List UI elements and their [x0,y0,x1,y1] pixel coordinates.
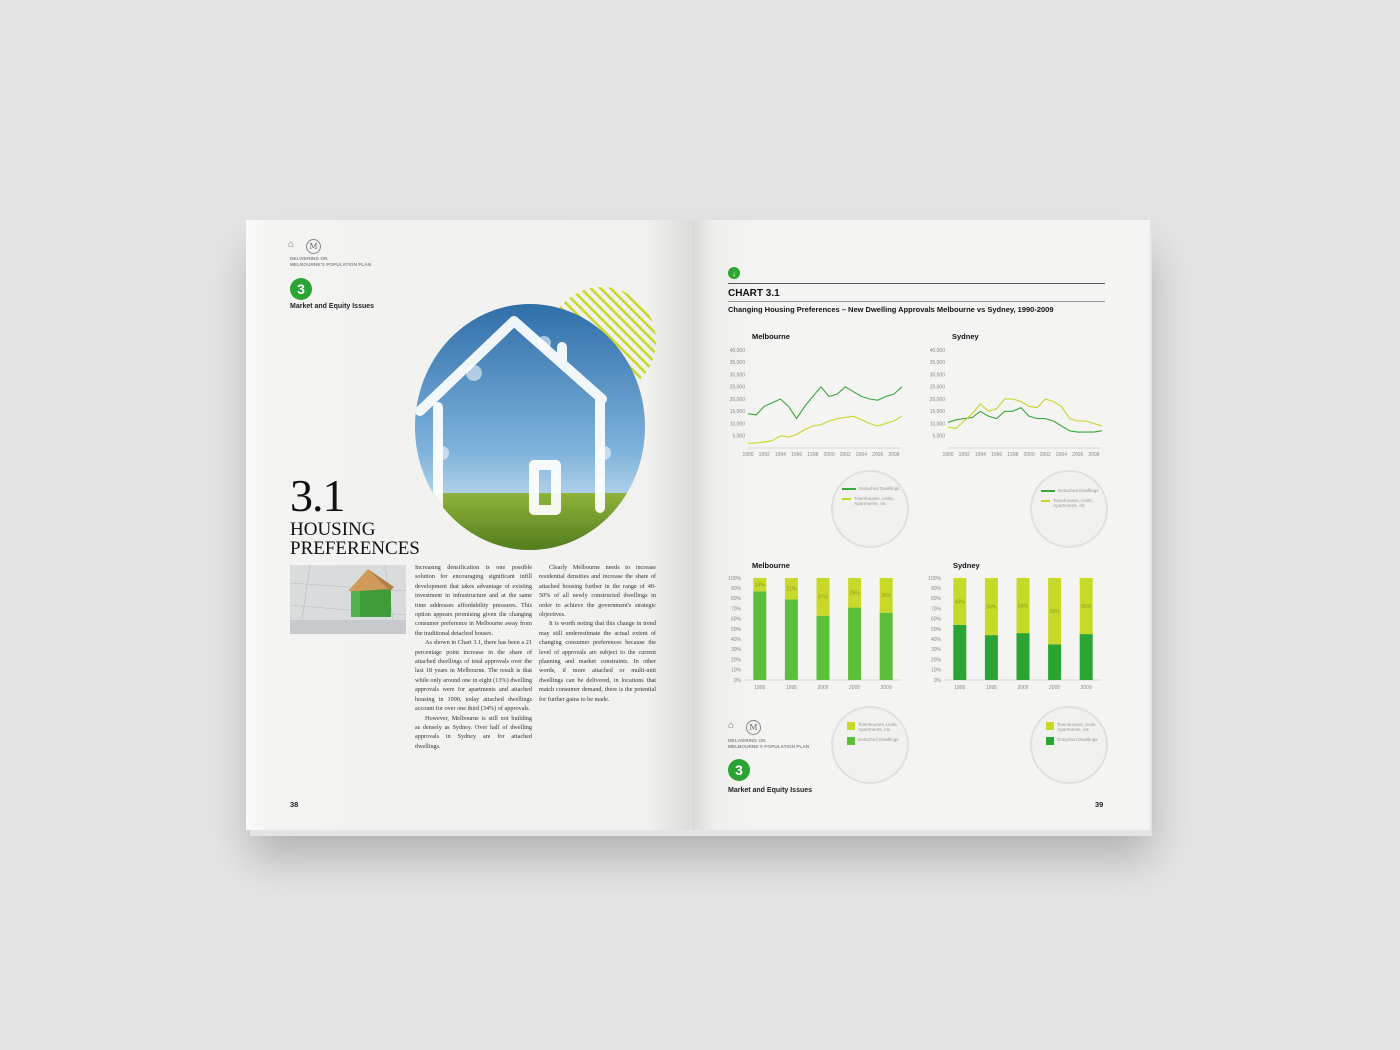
line-chart-title-sydney: Sydney [952,332,979,341]
legend-item-attached [1046,722,1102,732]
bar-detached [953,625,966,680]
org-line-2: MELBOURNE'S POPULATION PLAN [728,743,810,749]
x-tick-label: 1998 [807,452,819,458]
y-tick-label: 10,000 [929,421,945,428]
paragraph: Clearly Melbourne needs to increase residential densities and increase the share of attached housing further in the range of 40-50% of all newly constructed dwellings in order to achieve the government's strategic objectives. [539,564,656,619]
legend-item-attached [842,496,902,506]
header-org-text [290,256,371,267]
heading-line-1: HOUSING [290,519,376,540]
bar-detached [880,613,893,680]
x-tick-label: 1990 [942,452,954,458]
data-label: 34% [881,593,892,600]
body-column-2 [539,563,656,704]
x-tick-label: 1995 [785,685,797,691]
body-column-1 [415,563,532,751]
y-tick-label: 20,000 [729,396,745,403]
legend-item-detached [1046,737,1102,745]
footer-section-badge: 3 [728,759,750,781]
legend-item-detached [847,737,903,745]
legend-swatch [1046,737,1054,745]
y-tick-label: 35,000 [929,360,945,367]
y-tick-label: 70% [930,606,941,613]
top-rule [728,283,1105,284]
y-tick-label: 25,000 [729,384,745,391]
mid-rule [728,301,1105,302]
y-tick-label: 30% [730,647,741,654]
y-tick-label: 20% [730,657,741,664]
bar-chart-melbourne [722,574,912,699]
chart-subtitle: Changing Housing Preferences – New Dwelling Approvals Melbourne vs Sydney, 1990-2009 [728,305,1054,314]
legend-text: Detached Dwellings [858,737,899,743]
bar-detached [985,635,998,680]
y-tick-label: 20% [930,657,941,664]
y-tick-label: 60% [930,616,941,623]
y-tick-label: 30% [930,647,941,654]
legend-line-swatch [842,498,851,500]
y-tick-label: 40% [930,637,941,643]
x-tick-label: 2005 [1049,685,1061,691]
x-tick-label: 2002 [1039,452,1051,458]
org-line-2: MELBOURNE'S POPULATION PLAN [290,261,372,267]
y-tick-label: 10% [930,667,941,674]
section-number-badge: 3 [290,278,312,300]
legend-swatch [847,722,855,730]
toy-house-photo [290,565,406,634]
y-tick-label: 25,000 [929,384,945,391]
y-tick-label: 35,000 [729,360,745,367]
bar-chart-sydney [922,574,1112,699]
bar-chart-title-sydney: Sydney [953,561,980,570]
section-heading-number: 3.1 [290,470,345,521]
paragraph: Increasing densification is one possible solution for encouraging significant infill development that takes advantage of existing investment in infrastructure and at the same time addresses affordability pressures. This option appears promising given the changing consumer preference in Melbourne away from the traditional detached houses. [415,564,532,637]
x-tick-label: 1990 [954,685,966,691]
data-label: 13% [754,582,765,589]
y-tick-label: 100% [728,575,741,582]
data-label: 37% [817,594,829,601]
y-tick-label: 60% [730,616,741,623]
legend-text: Townhouses, Units, Apartments, etc [1057,722,1097,733]
bar-legend-melbourne [831,706,909,784]
left-page [246,220,691,830]
paragraph: However, Melbourne is still not building as densely as Sydney. Over half of dwelling approvals in Sydney are for attached dwellings. [415,714,532,750]
legend-text: Townhouses, Units, Apartments, etc [854,496,895,507]
section-heading-title [290,520,420,558]
data-label: 46% [954,599,965,606]
y-tick-label: 10,000 [729,421,745,428]
x-tick-label: 2000 [823,452,835,458]
data-label: 55% [1081,603,1092,610]
bar-detached [785,599,798,680]
bar-chart-title-melbourne: Melbourne [752,561,790,570]
legend-swatch [1046,722,1054,730]
header-logos [288,239,321,254]
x-tick-label: 2006 [872,452,884,458]
heading-line-2: PREFERENCES [290,538,420,559]
x-tick-label: 2006 [1072,452,1084,458]
m-logo-icon: M [306,239,321,254]
page-number: 38 [290,800,299,809]
line-legend-melbourne [831,470,909,548]
series-line [948,408,1102,433]
bar-legend-sydney [1030,706,1108,784]
y-tick-label: 100% [928,575,941,582]
x-tick-label: 1992 [958,452,970,458]
y-tick-label: 90% [730,586,741,592]
x-tick-label: 2004 [1055,452,1068,458]
y-tick-label: 80% [730,596,741,603]
y-tick-label: 5,000 [932,433,945,440]
footer-section-label: Market and Equity Issues [728,787,813,794]
data-label: 56% [986,604,997,611]
down-arrow-icon: ↓ [728,267,740,279]
line-chart-sydney [922,344,1112,464]
x-tick-label: 2009 [880,685,892,691]
chart-label: CHART 3.1 [728,288,780,299]
y-tick-label: 50% [930,626,941,633]
y-tick-label: 5,000 [732,433,745,440]
y-tick-label: 0% [933,677,941,684]
bar-detached [1048,644,1061,680]
data-label: 65% [1049,608,1060,615]
x-tick-label: 1990 [754,685,766,691]
series-line [748,387,902,419]
legend-line-swatch [1041,490,1055,492]
x-tick-label: 1995 [985,685,997,691]
line-chart-melbourne [722,344,912,464]
x-tick-label: 1996 [991,452,1003,458]
page-number: 39 [1095,800,1104,809]
building-icon: ⌂ [288,239,295,250]
x-tick-label: 2008 [888,452,900,458]
x-tick-label: 2008 [1088,452,1100,458]
bar-detached [1017,633,1030,680]
org-line-1: DELIVERING ON [290,256,328,261]
building-icon: ⌂ [728,720,735,731]
line-chart-title-melbourne: Melbourne [752,332,790,341]
x-tick-label: 2009 [1080,685,1092,691]
section-label: Market and Equity Issues [290,303,375,310]
y-tick-label: 50% [730,626,741,633]
right-page [692,220,1150,830]
x-tick-label: 1992 [758,452,770,458]
y-tick-label: 15,000 [929,409,945,416]
org-line-1: DELIVERING ON [728,738,766,743]
y-tick-label: 10% [730,667,741,674]
paragraph: As shown in Chart 3.1, there has been a 21 percentage point increase in the share of attached dwellings of total approvals over the last 18 years in Melbourne. The result is that while only around one in eight (13%) dwelling approvals were for apartments and attached housing in 1990, today attached dwellings account for over one third (34%) of approvals. [415,639,532,713]
x-tick-label: 2005 [849,685,861,691]
legend-text: Detached Dwellings [1057,737,1098,743]
x-tick-label: 2000 [1023,452,1035,458]
legend-text: Detached Dwellings [1058,488,1099,493]
legend-item-detached [842,486,902,491]
bar-detached [1080,634,1093,680]
cloud-house-photo [414,303,646,551]
line-legend-sydney [1030,470,1108,548]
x-tick-label: 2000 [1017,685,1029,691]
bar-detached [817,616,830,680]
footer-logos [728,720,761,735]
y-tick-label: 40% [730,637,741,643]
x-tick-label: 2000 [817,685,829,691]
legend-text: Detached Dwellings [859,486,900,491]
y-tick-label: 40,000 [929,347,945,354]
y-tick-label: 30,000 [729,372,745,379]
x-tick-label: 1990 [742,452,754,458]
legend-item-attached [847,722,903,732]
series-line [948,399,1102,428]
data-label: 54% [1017,603,1029,610]
m-logo-icon: M [746,720,761,735]
y-tick-label: 70% [730,606,741,613]
y-tick-label: 80% [930,596,941,603]
x-tick-label: 1994 [974,452,986,458]
y-tick-label: 90% [930,586,941,592]
paragraph: It is worth noting that this change in trend may still underestimate the actual extent of changing consumer preferences because the level of approvals are subject to the current planning and market constraints. In other words, if more attached or multi-unit dwellings can be delivered, in locations that match consumer demand, there is the potential for further gains to be made. [539,620,656,703]
y-tick-label: 20,000 [929,396,945,403]
legend-item-detached [1041,488,1101,493]
x-tick-label: 2002 [839,452,851,458]
x-tick-label: 1994 [774,452,786,458]
x-tick-label: 1998 [1007,452,1019,458]
legend-text: Townhouses, Units, Apartments, etc [1053,498,1094,509]
bar-detached [848,608,861,680]
y-tick-label: 0% [733,677,741,684]
footer-org-text [728,738,809,749]
data-label: 29% [849,590,860,597]
bar-detached [753,591,766,680]
y-tick-label: 30,000 [929,372,945,379]
series-line [748,416,902,443]
legend-item-attached [1041,498,1101,508]
legend-line-swatch [842,488,856,490]
y-tick-label: 40,000 [729,347,745,354]
legend-swatch [847,737,855,745]
x-tick-label: 1996 [791,452,803,458]
data-label: 21% [786,586,797,593]
y-tick-label: 15,000 [729,409,745,416]
legend-line-swatch [1041,500,1050,502]
legend-text: Townhouses, Units, Apartments, etc [858,722,898,733]
x-tick-label: 2004 [855,452,868,458]
